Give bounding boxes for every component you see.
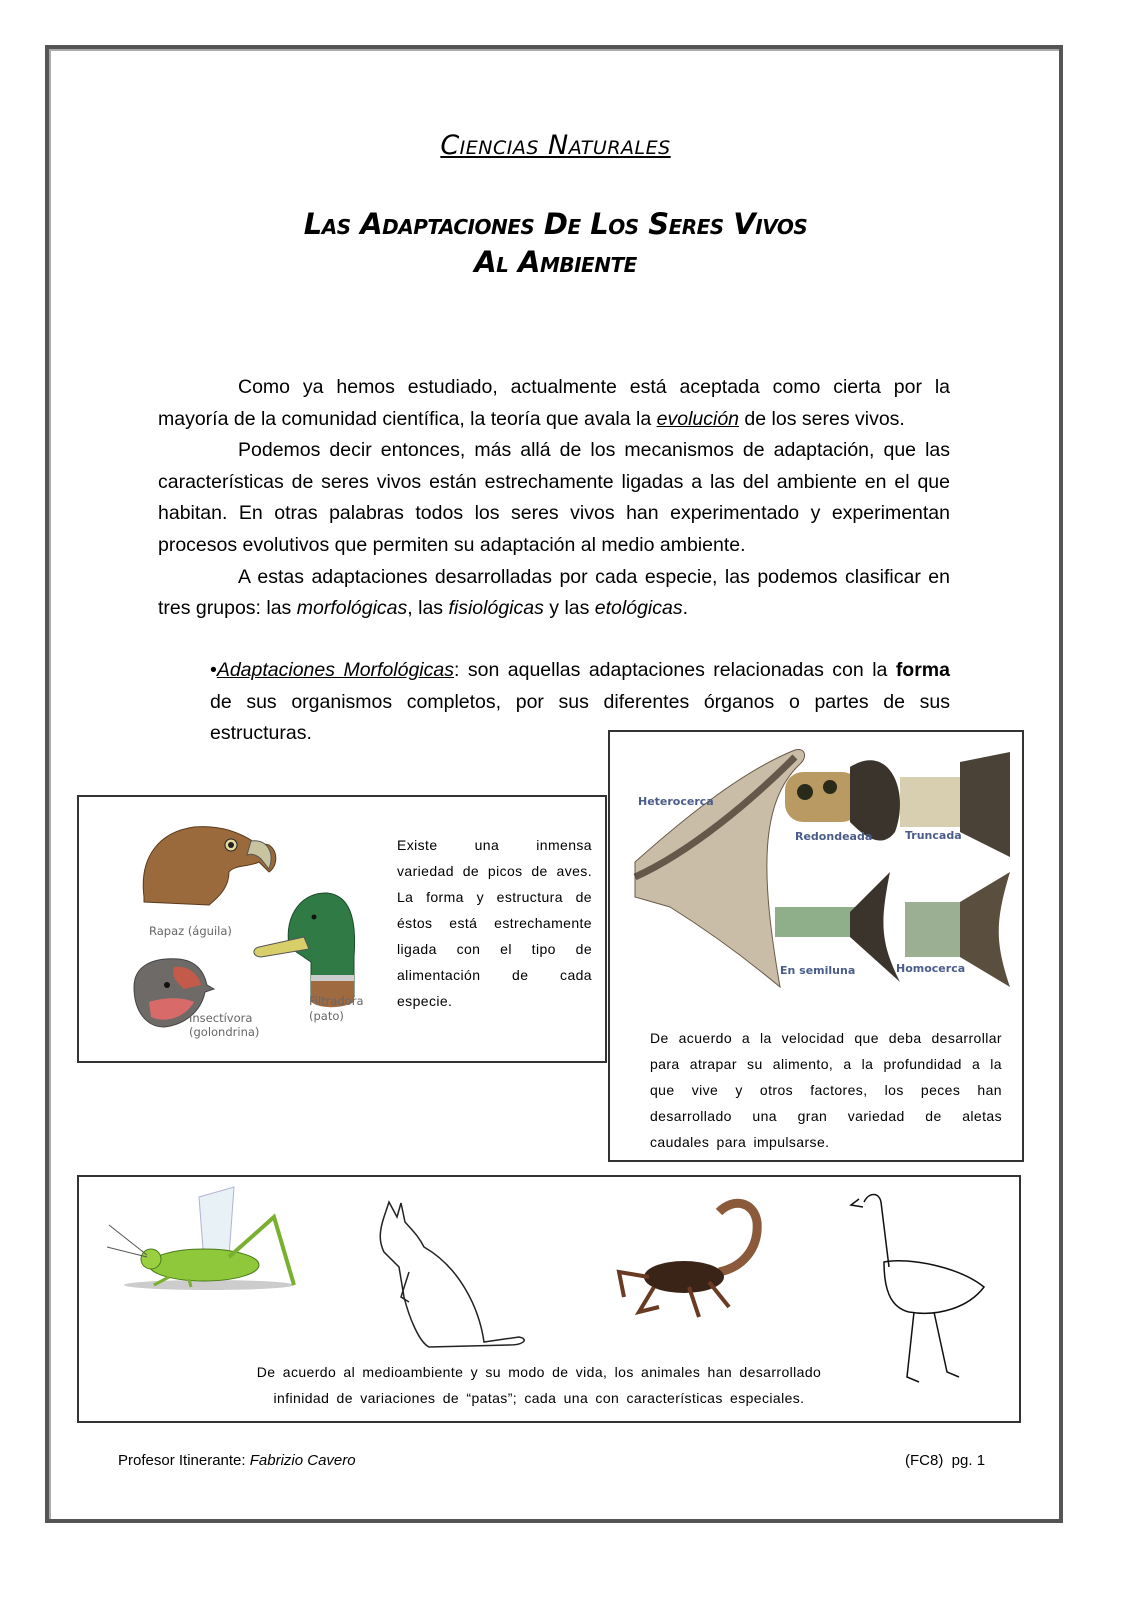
paragraph-3 [158, 562, 950, 625]
evolution-term: evolución [656, 407, 740, 430]
p3-sep-2: y las [543, 597, 595, 620]
footer-label: Profesor Itinerante: [118, 1452, 250, 1469]
label-redondeada: Redondeada [795, 830, 873, 843]
animal-legs-figure [77, 1175, 1021, 1423]
fish-fins-figure [608, 730, 1024, 1162]
paragraph-1 [158, 372, 950, 435]
author-name: Fabrizio Cavero [249, 1452, 356, 1469]
p3-text: A estas adaptaciones desarrolladas por cada especie, las podemos clasificar en tres grupos: las [158, 565, 950, 620]
label-swallow-2: (golondrina) [189, 1025, 260, 1039]
legs-caption: De acuerdo al medioambiente y su modo de vida, los animales han desarrollado infinidad de variaciones de “patas”; cada una con características especiales. [256, 1364, 822, 1406]
title-line-2: Al Ambiente [474, 245, 637, 279]
p3-sep: , las [407, 597, 449, 620]
label-truncada: Truncada [905, 829, 962, 842]
grasshopper-icon [107, 1187, 294, 1290]
bullet-icon: • [210, 659, 217, 681]
birds-caption: Existe una inmensa variedad de picos de aves. La forma y estructura de éstos está estrechamente ligada con el tipo de alimentación de cada especie. [397, 837, 592, 1009]
footer-author [118, 1452, 356, 1469]
scorpion-icon [619, 1203, 757, 1317]
bullet-term: Adaptaciones Morfológicas [216, 659, 454, 681]
ostrich-icon [851, 1195, 984, 1383]
kangaroo-icon [380, 1202, 524, 1347]
p1-text-end: de los seres vivos. [739, 407, 905, 430]
label-semiluna: En semiluna [780, 964, 856, 977]
term-morfologicas: morfológicas [296, 597, 408, 620]
intro-text [158, 372, 950, 625]
footer-page [905, 1452, 985, 1469]
label-homocerca: Homocerca [896, 962, 966, 975]
paragraph-2: Podemos decir entonces, más allá de los mecanismos de adaptación, que las características de seres vivos están estrechamente ligadas a las del ambiente en el que habitan. En otras palabras todos los seres vivos han experimentado y experimentan procesos evolutivos que permiten su adaptación al medio ambiente. [158, 439, 950, 556]
fish-caption: De acuerdo a la velocidad que deba desarrollar para atrapar su alimento, a la profundidad a la que vive y otros factores, los peces han desarrollado una gran variedad de aletas caudales para impulsarse. [650, 1030, 1002, 1150]
page-number: pg. 1 [951, 1452, 986, 1469]
label-swallow-1: Insectívora [189, 1011, 253, 1025]
label-heterocerca: Heterocerca [638, 795, 714, 808]
label-duck-1: Filtradora [309, 994, 364, 1008]
bullet-text-end: de sus organismos completos, por sus diferentes órganos o partes de sus estructuras. [210, 690, 950, 745]
p3-end: . [682, 597, 689, 620]
label-duck-2: (pato) [309, 1009, 344, 1023]
bullet-text: : son aquellas adaptaciones relacionadas con la [454, 659, 896, 681]
p1-text: Como ya hemos estudiado, actualmente está aceptada como cierta por la mayoría de la comunidad científica, la teoría que avala la [158, 376, 950, 430]
term-fisiologicas: fisiológicas [448, 597, 544, 620]
term-etologicas: etológicas [594, 597, 683, 620]
doc-code: (FC8) [905, 1452, 944, 1469]
birds-beaks-figure [77, 795, 607, 1063]
label-eagle: Rapaz (águila) [149, 924, 232, 938]
title-line-1: Las Adaptaciones De Los Seres Vivos [303, 207, 808, 241]
page-title [0, 205, 1111, 281]
subject-heading: Ciencias Naturales [440, 130, 671, 161]
bullet-bold: forma [895, 659, 950, 681]
